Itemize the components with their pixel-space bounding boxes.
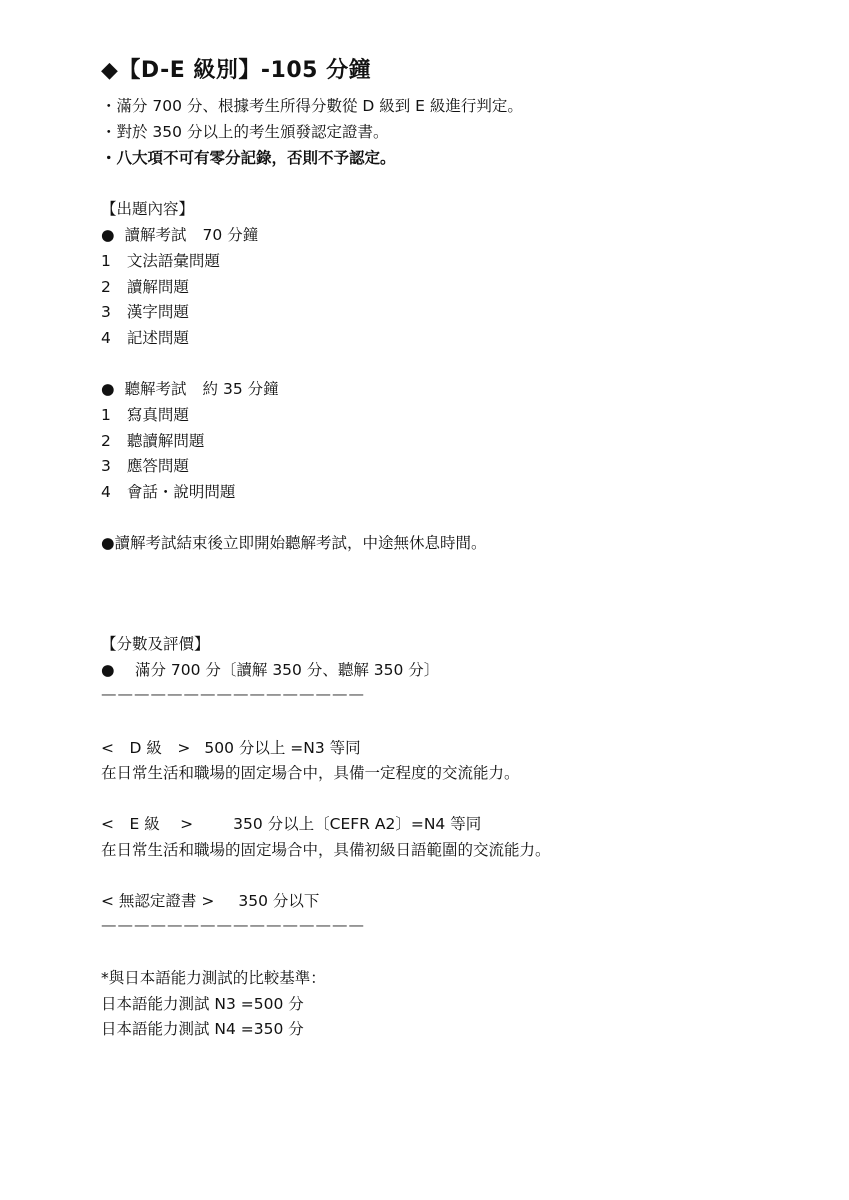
level-d-desc: 在日常生活和職場的固定場合中，具備一定程度的交流能力。 <box>101 764 520 782</box>
bullet-icon: ● <box>101 226 115 244</box>
level-label: < D 級 > <box>101 739 191 757</box>
reading-item: 2 讀解問題 <box>101 278 189 296</box>
comparison-heading: *與日本語能力測試的比較基準： <box>101 969 326 987</box>
level-e-desc: 在日常生活和職場的固定場合中，具備初級日語範圍的交流能力。 <box>101 841 551 859</box>
divider: ———————————————— <box>101 916 365 934</box>
full-marks: ● 滿分 700 分〔讀解 350 分、聽解 350 分〕 <box>101 661 440 679</box>
reading-item: 3 漢字問題 <box>101 303 189 321</box>
comparison-row: 日本語能力測試 N4 =350 分 <box>101 1020 304 1038</box>
intro-line-1: ・滿分 700 分、根據考生所得分數從 D 級到 E 級進行判定。 <box>101 97 523 115</box>
exam-note: ●讀解考試結束後立即開始聽解考試，中途無休息時間。 <box>101 534 487 552</box>
listening-header <box>101 379 279 399</box>
bullet-icon: ● <box>101 380 115 398</box>
reading-time: 70 分鐘 <box>202 226 259 244</box>
intro-line-2: ・對於 350 分以上的考生頒發認定證書。 <box>101 123 389 141</box>
reading-item: 4 記述問題 <box>101 329 189 347</box>
level-d <box>101 738 361 758</box>
listening-time: 約 35 分鐘 <box>202 380 279 398</box>
level-label: < 無認定證書 > <box>101 892 215 910</box>
level-criteria: 500 分以上 =N3 等同 <box>204 739 361 757</box>
level-label: < E 級 > <box>101 815 194 833</box>
level-criteria: 350 分以下 <box>238 892 320 910</box>
content-heading: 【出題內容】 <box>101 200 195 218</box>
level-none <box>101 891 319 911</box>
level-e <box>101 814 481 834</box>
listening-item: 2 聽讀解問題 <box>101 432 205 450</box>
listening-item: 1 寫真問題 <box>101 406 189 424</box>
reading-item: 1 文法語彙問題 <box>101 252 220 270</box>
divider: ———————————————— <box>101 685 365 703</box>
listening-item: 4 會話・說明問題 <box>101 483 236 501</box>
reading-label: 讀解考試 <box>124 226 187 244</box>
page-title: ◆【D-E 級別】-105 分鐘 <box>101 58 372 83</box>
score-heading: 【分數及評價】 <box>101 635 210 653</box>
level-criteria: 350 分以上〔CEFR A2〕=N4 等同 <box>233 815 482 833</box>
comparison-row: 日本語能力測試 N3 =500 分 <box>101 995 304 1013</box>
listening-label: 聽解考試 <box>124 380 187 398</box>
intro-line-3: ・八大項不可有零分記錄，否則不予認定。 <box>101 149 396 167</box>
listening-item: 3 應答問題 <box>101 457 189 475</box>
reading-header <box>101 225 258 245</box>
